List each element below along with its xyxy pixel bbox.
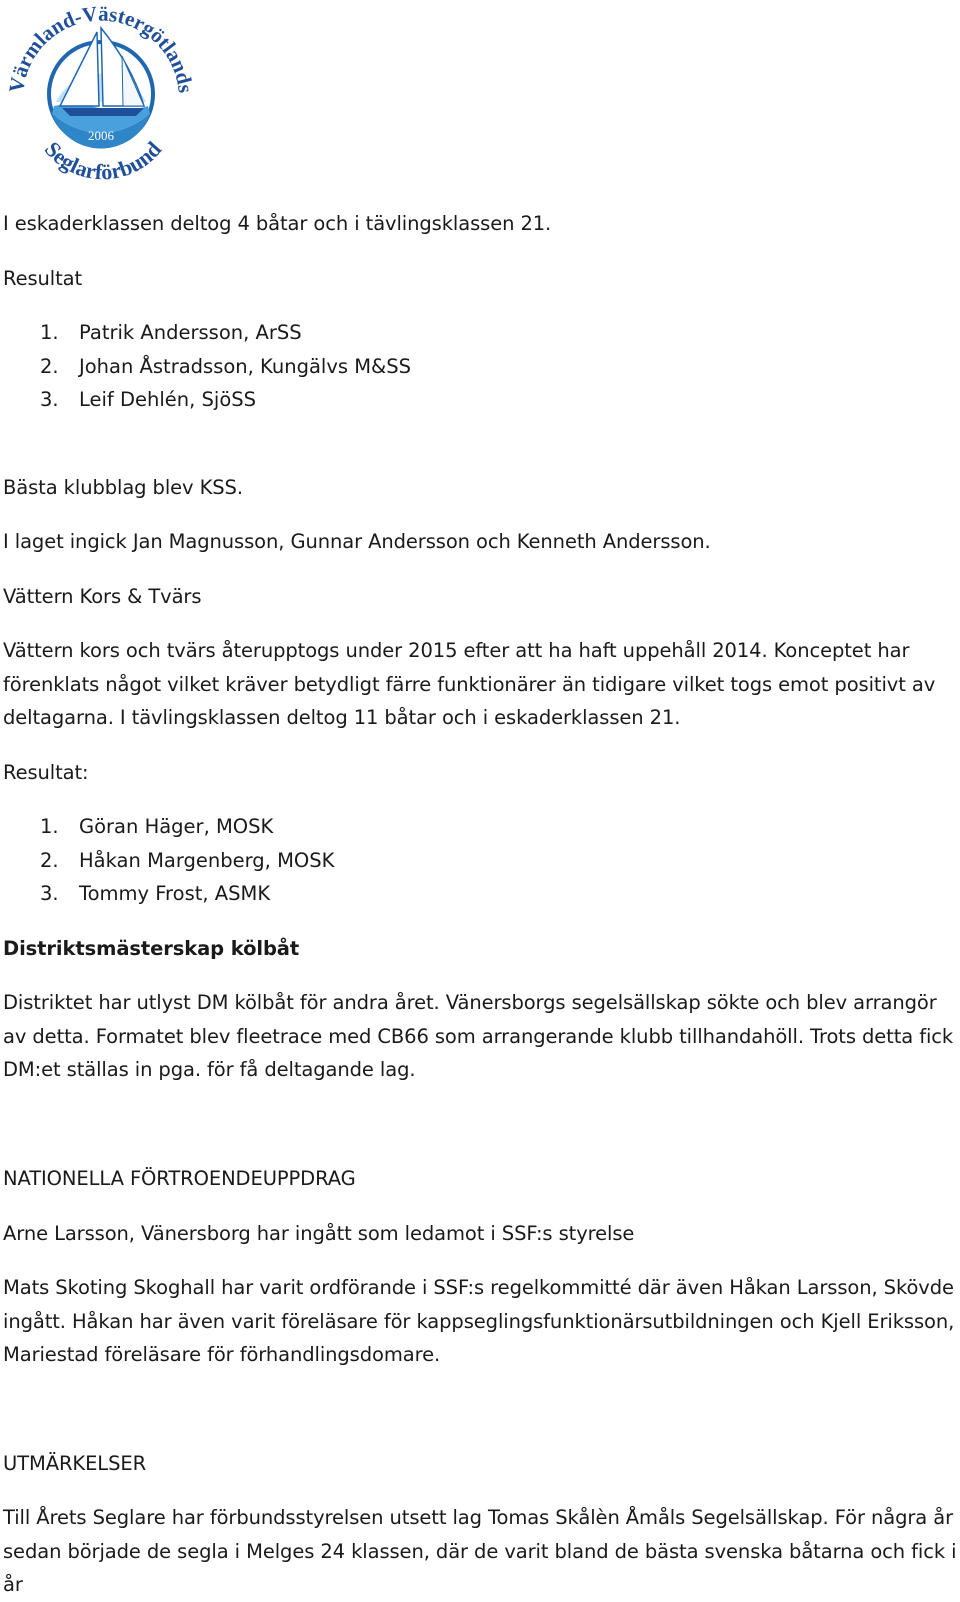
results-heading-2: Resultat: <box>3 761 89 784</box>
list-item: 3. Leif Dehlén, SjöSS <box>40 388 257 412</box>
logo <box>4 2 200 182</box>
paragraph-dm: Distriktet har utlyst DM kölbåt för andra året. Vänersborgs segelsällskap sökte och blev arrangör av detta. Formatet blev fleetrace med CB66 som arrangerande klubb tillhandahöll. Trots detta fick DM:et ställas in pga. för få deltagande lag. <box>3 991 954 1082</box>
paragraph-awards: Till Årets Seglare har förbundsstyrelsen utsett lag Tomas Skålèn Åmåls Segelsällskap. För några år sedan började de segla i Melges 24 klassen, där de varit bland de bästa svenska båtarna och fick i år <box>3 1506 957 1597</box>
section-heading-national: NATIONELLA FÖRTROENDEUPPDRAG <box>3 1167 356 1190</box>
hull <box>62 108 144 116</box>
logo-emblem <box>4 2 200 182</box>
logo-text-bottom: Seglarförbund <box>39 136 167 182</box>
paragraph-mats: Mats Skoting Skoghall har varit ordförande i SSF:s regelkommitté där även Håkan Larsson, Skövde ingått. Håkan har även varit föreläsare för kappseglingsfunktionärsutbildningen och Kjell Eriksson, Mariestad föreläsare för förhandlingsdomare. <box>3 1276 955 1367</box>
list-item: 1. Patrik Andersson, ArSS <box>40 321 302 344</box>
results-heading: Resultat <box>3 267 83 290</box>
paragraph-team: I laget ingick Jan Magnusson, Gunnar Andersson och Kenneth Andersson. <box>3 530 711 553</box>
list-item: 2. Håkan Margenberg, MOSK <box>40 848 335 872</box>
paragraph-vattern: Vättern kors och tvärs återupptogs under 2015 efter att ha haft uppehåll 2014. Konceptet har förenklats något vilket kräver betydligt färre funktionärer än tidigare vilket togs emot positivt av deltagarna. I tävlingsklassen deltog 11 båtar och i eskaderklassen 21. <box>3 639 936 730</box>
results-list-1 <box>3 316 411 417</box>
paragraph-eskader: I eskaderklassen deltog 4 båtar och i tävlingsklassen 21. <box>3 212 552 235</box>
paragraph-best-club: Bästa klubblag blev KSS. <box>3 476 243 499</box>
logo-year: 2006 <box>88 128 114 143</box>
list-item: 2. Johan Åstradsson, Kungälvs M&SS <box>40 354 412 378</box>
section-heading-awards: UTMÄRKELSER <box>3 1452 147 1475</box>
paragraph-arne: Arne Larsson, Vänersborg har ingått som ledamot i SSF:s styrelse <box>3 1222 635 1245</box>
results-list-2 <box>3 810 334 911</box>
logo-text-top: Värmland-Västergötlands <box>4 2 198 95</box>
sail-left <box>60 32 99 106</box>
section-heading-dm: Distriktsmästerskap kölbåt <box>3 937 300 960</box>
section-heading-vattern: Vättern Kors & Tvärs <box>3 585 202 608</box>
list-item: 1. Göran Häger, MOSK <box>40 815 274 838</box>
list-item: 3. Tommy Frost, ASMK <box>40 882 271 906</box>
